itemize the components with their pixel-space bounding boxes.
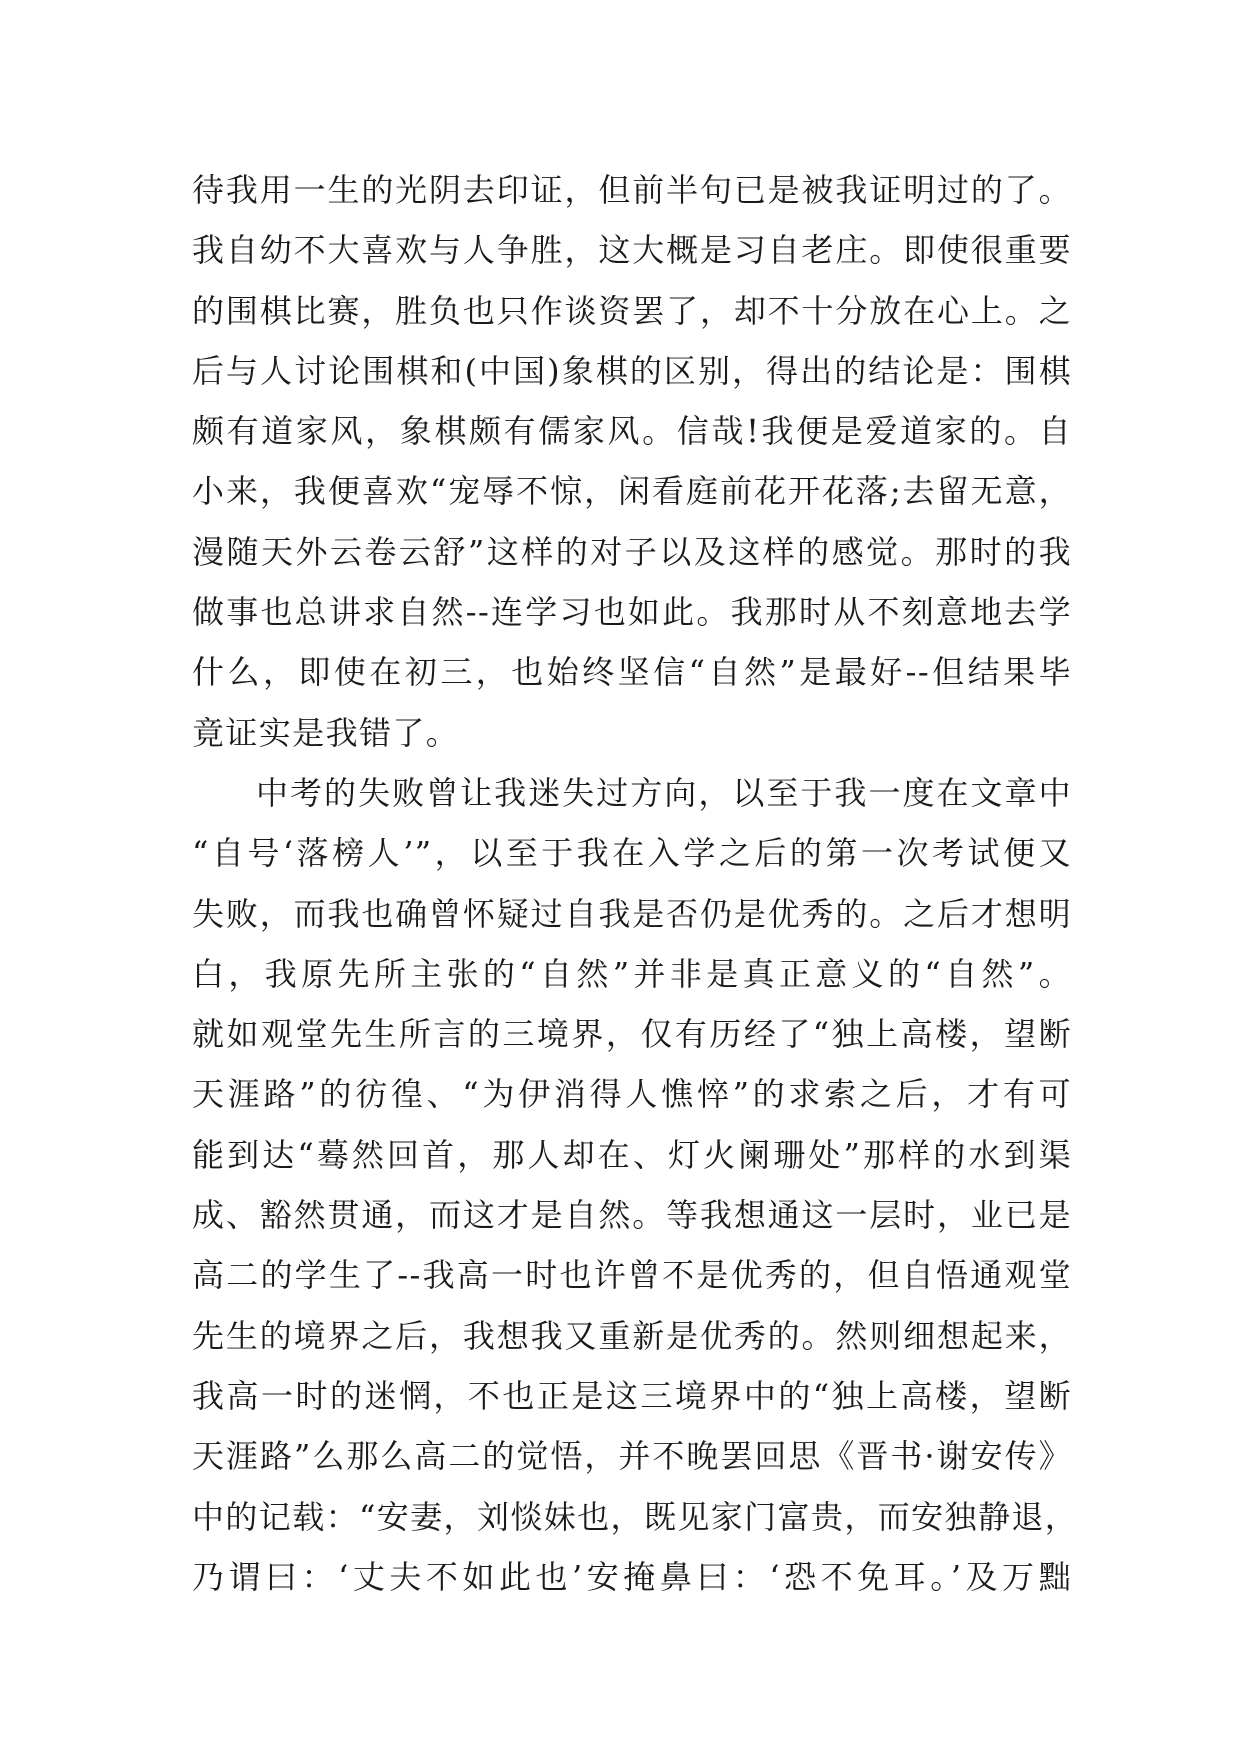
text-line: 什么，即使在初三，也始终坚信“自然”是最好--但结果毕 xyxy=(192,653,1072,692)
text-line: 中考的失败曾让我迷失过方向，以至于我一度在文章中 xyxy=(256,773,1072,812)
text-line: 的围棋比赛，胜负也只作谈资罢了，却不十分放在心上。之 xyxy=(192,291,1072,330)
text-line: 高二的学生了--我高一时也许曾不是优秀的，但自悟通观堂 xyxy=(192,1256,1072,1295)
text-line: 我高一时的迷惘，不也正是这三境界中的“独上高楼，望断 xyxy=(192,1376,1072,1415)
text-line: 乃谓曰：‘丈夫不如此也’安掩鼻曰：‘恐不免耳。’及万黜 xyxy=(192,1557,1072,1596)
text-line: 中的记载：“安妻，刘惔妹也，既见家门富贵，而安独静退， xyxy=(192,1497,1079,1536)
text-line: 后与人讨论围棋和(中国)象棋的区别，得出的结论是：围棋 xyxy=(192,351,1072,390)
text-line: 天涯路”的彷徨、“为伊消得人憔悴”的求索之后，才有可 xyxy=(192,1075,1072,1114)
text-line: 漫随天外云卷云舒”这样的对子以及这样的感觉。那时的我 xyxy=(192,532,1072,571)
text-line: 小来，我便喜欢“宠辱不惊，闲看庭前花开花落;去留无意， xyxy=(192,472,1072,511)
text-line: 我自幼不大喜欢与人争胜，这大概是习自老庄。即使很重要 xyxy=(192,231,1072,270)
text-line: 成、豁然贯通，而这才是自然。等我想通这一层时，业已是 xyxy=(192,1196,1072,1235)
text-line: 先生的境界之后，我想我又重新是优秀的。然则细想起来， xyxy=(192,1316,1072,1355)
text-line: 竟证实是我错了。 xyxy=(192,713,460,752)
text-line: 待我用一生的光阴去印证，但前半句已是被我证明过的了。 xyxy=(192,171,1072,209)
body-text xyxy=(192,160,1079,1607)
text-line: 失败，而我也确曾怀疑过自我是否仍是优秀的。之后才想明 xyxy=(192,894,1072,933)
text-line: 就如观堂先生所言的三境界，仅有历经了“独上高楼，望断 xyxy=(192,1015,1072,1054)
text-line: 白，我原先所主张的“自然”并非是真正意义的“自然”。 xyxy=(192,954,1072,993)
text-line: 能到达“蓦然回首，那人却在、灯火阑珊处”那样的水到渠 xyxy=(192,1135,1072,1174)
text-line: “自号‘落榜人’”，以至于我在入学之后的第一次考试便又 xyxy=(192,834,1072,873)
text-line: 做事也总讲求自然--连学习也如此。我那时从不刻意地去学 xyxy=(192,593,1072,632)
text-line: 颇有道家风，象棋颇有儒家风。信哉!我便是爱道家的。自 xyxy=(192,412,1072,451)
text-line: 天涯路”么那么高二的觉悟，并不晚罢回思《晋书·谢安传》 xyxy=(192,1437,1072,1476)
